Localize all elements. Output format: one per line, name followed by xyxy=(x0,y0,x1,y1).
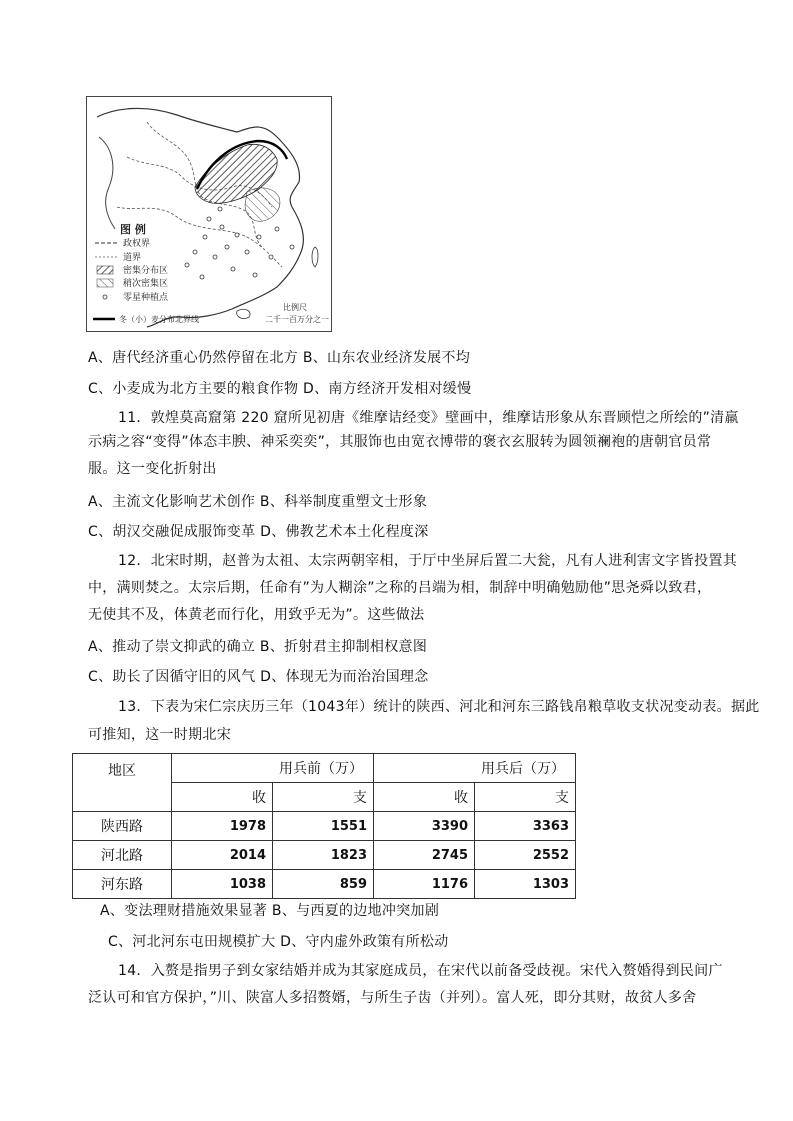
header-income: 收 xyxy=(374,783,475,812)
scale-value: 二千一百万分之一 xyxy=(265,315,329,324)
q12-stem-line1: 12．北宋时期，赵普为太祖、太宗两朝宰相，于厅中坐屏后置二大瓮，凡有人进利害文字皆投置其 xyxy=(118,553,738,569)
q13-stem-line1: 13．下表为宋仁宗庆历三年（1043年）统计的陕西、河北和河东三路钱帛粮草收支状况变动表。据此 xyxy=(118,699,760,715)
q14-stem-line2: 泛认可和官方保护，”川、陕富人多招赘婿，与所生子齿（并列）。富人死，即分其财，故贫人多舍 xyxy=(88,990,697,1006)
q10-option-ab: A、唐代经济重心仍然停留在北方 B、山东农业经济发展不均 xyxy=(88,350,471,366)
value-cell: 1823 xyxy=(273,841,374,870)
q12-stem-line3: 无使其不及，体黄老而行化，用致乎无为”。这些做法 xyxy=(88,607,425,623)
song-wheat-map xyxy=(86,96,332,332)
q10-option-cd: C、小麦成为北方主要的粮食作物 D、南方经济开发相对缓慢 xyxy=(88,381,472,397)
scale-label: 比例尺 xyxy=(283,303,307,312)
value-cell: 1176 xyxy=(374,870,475,899)
value-cell: 1038 xyxy=(172,870,273,899)
region-cell: 陕西路 xyxy=(73,812,172,841)
value-cell: 3363 xyxy=(475,812,576,841)
header-expense: 支 xyxy=(475,783,576,812)
table-row xyxy=(73,812,576,841)
q11-stem-line3: 服。这一变化折射出 xyxy=(88,461,217,477)
q11-option-cd: C、胡汉交融促成服饰变革 D、佛教艺术本土化程度深 xyxy=(88,524,429,540)
q13-stem-line2: 可推知，这一时期北宋 xyxy=(88,727,231,743)
q12-option-cd: C、助长了因循守旧的风气 D、体现无为而治治国理念 xyxy=(88,669,429,685)
value-cell: 1978 xyxy=(172,812,273,841)
q11-stem-line1: 11．敦煌莫高窟第 220 窟所见初唐《维摩诘经变》壁画中，维摩诘形象从东晋顾恺之所绘的”清羸 xyxy=(118,410,739,426)
map-graphic xyxy=(87,97,331,331)
q11-stem-line2: 示病之容“变得”体态丰腴、神采奕奕”，其服饰也由宽衣博带的褒衣玄服转为圆领襕袍的唐朝官员常 xyxy=(88,434,712,450)
revenue-expenditure-table xyxy=(72,753,576,899)
legend-title: 图 例 xyxy=(120,223,146,236)
legend-item: 政权界 xyxy=(123,239,151,249)
q12-option-ab: A、推动了崇文抑武的确立 B、折射君主抑制相权意图 xyxy=(88,639,428,655)
value-cell: 2552 xyxy=(475,841,576,870)
region-cell: 河北路 xyxy=(73,841,172,870)
table-row xyxy=(73,841,576,870)
value-cell: 2014 xyxy=(172,841,273,870)
legend-item: 密集分布区 xyxy=(123,266,169,276)
legend-item: 冬（小）麦分布北界线 xyxy=(119,315,199,324)
q13-option-ab: A、变法理财措施效果显著 B、与西夏的边地冲突加剧 xyxy=(100,903,440,919)
header-before-war: 用兵前（万） xyxy=(172,754,374,783)
table-corner: 地区 xyxy=(73,754,172,812)
value-cell: 2745 xyxy=(374,841,475,870)
region-cell: 河东路 xyxy=(73,870,172,899)
q11-option-ab: A、主流文化影响艺术创作 B、科举制度重塑文士形象 xyxy=(88,494,428,510)
q14-stem-line1: 14．入赘是指男子到女家结婚并成为其家庭成员，在宋代以前备受歧视。宋代入赘婚得到民间广 xyxy=(118,963,723,979)
table-row xyxy=(73,870,576,899)
value-cell: 3390 xyxy=(374,812,475,841)
legend-item: 稍次密集区 xyxy=(123,279,169,289)
value-cell: 1303 xyxy=(475,870,576,899)
legend-item: 道界 xyxy=(123,253,142,263)
q12-stem-line2: 中，满则焚之。太宗后期，任命有”为人糊涂”之称的吕端为相，制辞中明确勉励他”思尧舜以致君， xyxy=(88,580,712,596)
header-after-war: 用兵后（万） xyxy=(374,754,576,783)
table-header-row xyxy=(73,754,576,783)
q13-option-cd: C、河北河东屯田规模扩大 D、守内虚外政策有所松动 xyxy=(108,934,449,950)
legend-item: 零星种植点 xyxy=(123,293,169,303)
value-cell: 1551 xyxy=(273,812,374,841)
header-expense: 支 xyxy=(273,783,374,812)
header-income: 收 xyxy=(172,783,273,812)
value-cell: 859 xyxy=(273,870,374,899)
